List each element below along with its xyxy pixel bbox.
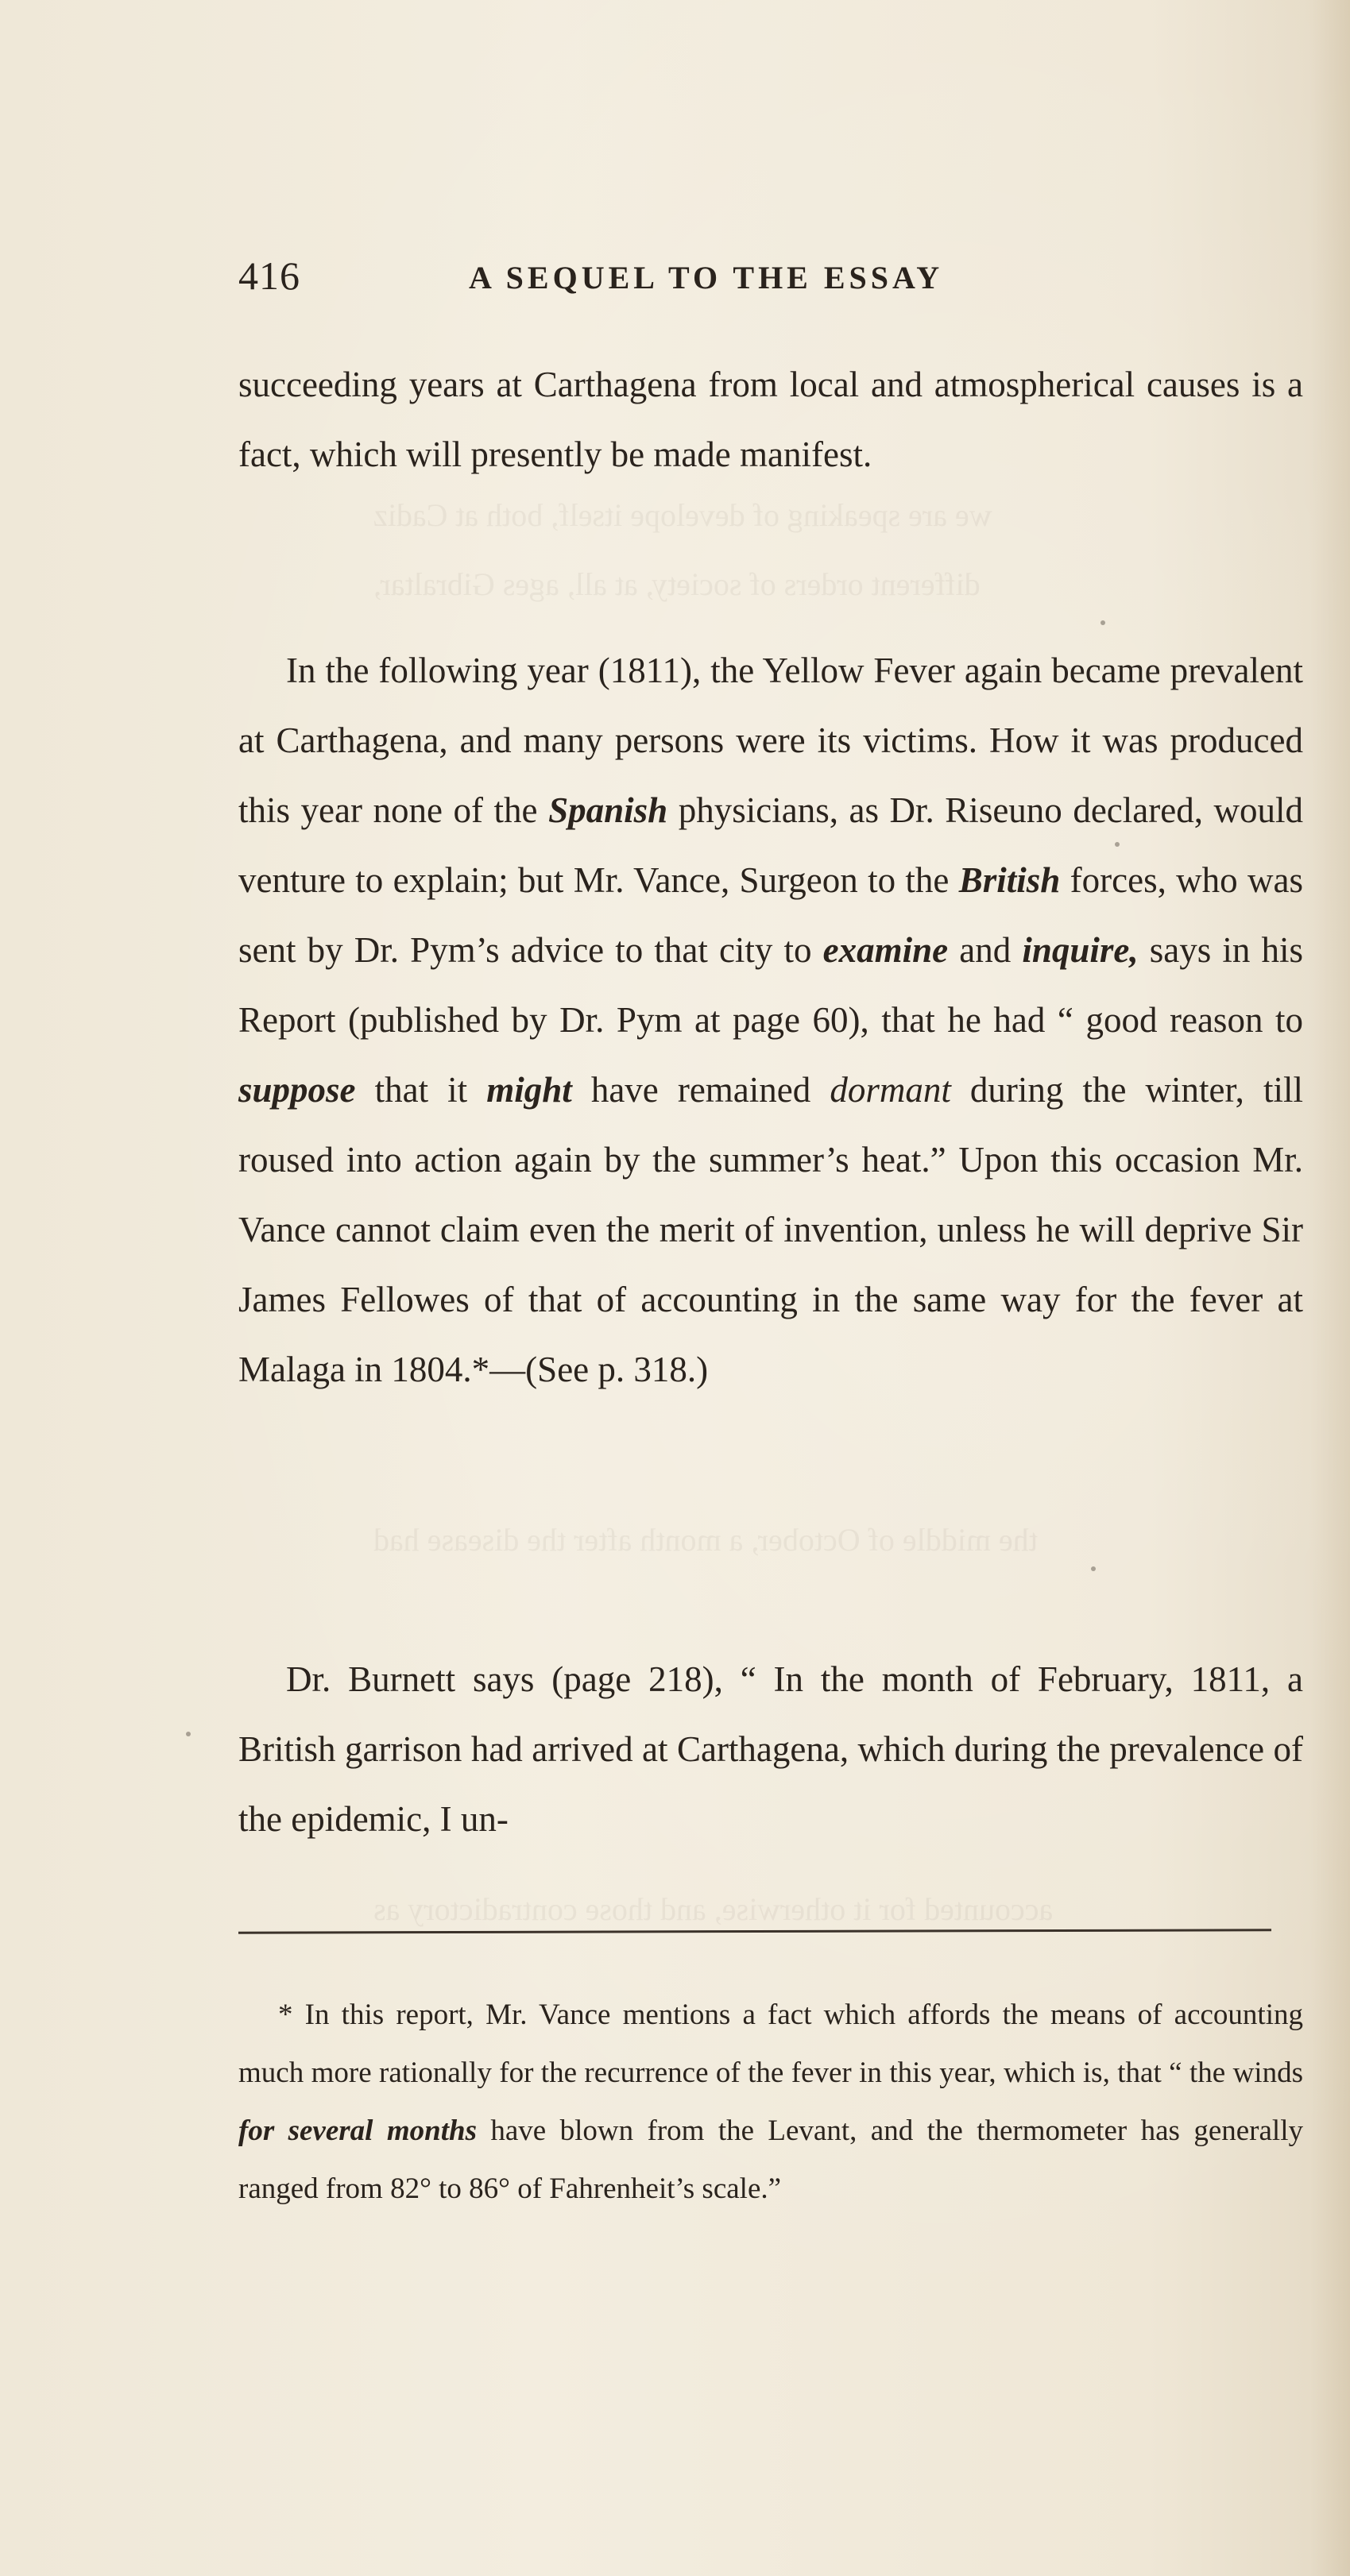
italic-run: for several months: [238, 2114, 477, 2147]
paper-speck: [1091, 1566, 1096, 1571]
italic-run: dormant: [830, 1070, 951, 1110]
paper-speck: [1101, 620, 1105, 625]
italic-run: inquire,: [1022, 930, 1139, 970]
show-through-text: the middle of October, a month after the disease had: [373, 1522, 1038, 1558]
text-run: forces, who was sent by Dr. Pym’s advice to that city to: [238, 860, 1303, 970]
running-head: A SEQUEL TO THE ESSAY: [469, 260, 944, 295]
text-run: that it: [355, 1070, 487, 1110]
italic-run: British: [958, 860, 1061, 900]
paper-speck: [186, 1732, 191, 1736]
text-run: have blown from the Levant, and the thermometer has generally ranged from 82° to 86° of Fahrenheit’s scale.”: [238, 2114, 1303, 2205]
italic-run: Spanish: [548, 790, 668, 830]
italic-run: suppose: [238, 1070, 356, 1110]
show-through-text: we are speaking of develope itself, both at Cadiz: [373, 497, 992, 533]
show-through-text: different orders of society, at all, ages Gibraltar,: [373, 566, 981, 602]
footnote: [238, 1986, 1303, 2218]
text-run: In the following year (1811), the Yellow Fever again became prevalent at Carthagena, and many persons were its victims. How it was produced this year none of the: [238, 651, 1303, 830]
text-run: physicians, as Dr. Riseuno declared, would venture to explain; but Mr. Vance, Surgeon to the: [238, 790, 1304, 900]
footnote-rule: [238, 1929, 1271, 1933]
italic-run: examine: [822, 930, 949, 970]
text-run: have remained: [571, 1070, 830, 1110]
paragraph-2: [238, 635, 1303, 1404]
text-run: says in his Report (published by Dr. Pym at page 60), that he had “ good reason to: [238, 930, 1304, 1040]
page-header: [238, 253, 1335, 316]
text-run: during the winter, till roused into action again by the summer’s heat.” Upon this occasion Mr. Vance cannot claim even the merit of invention, unless he will deprive Sir James Fellowes of that of accounting in the same way for the fever at Malaga in 1804.*—(See p. 318.): [238, 1070, 1303, 1389]
page-number: 416: [238, 253, 300, 298]
text-run: and: [948, 930, 1023, 970]
paragraph-3: Dr. Burnett says (page 218), “ In the month of February, 1811, a British garrison had arrived at Carthagena, which during the prevalence of the epidemic, I un-: [238, 1659, 1303, 1839]
text-run: * In this report, Mr. Vance mentions a fact which affords the means of accounting much more rationally for the recurrence of the fever in this year, which is, that “ the winds: [238, 1999, 1303, 2089]
paragraph-1: succeeding years at Carthagena from local and atmospherical causes is a fact, which will presently be made manifest.: [238, 365, 1303, 474]
italic-run: might: [486, 1070, 572, 1110]
show-through-text: accounted for it otherwise, and those contradictory as: [373, 1891, 1054, 1927]
